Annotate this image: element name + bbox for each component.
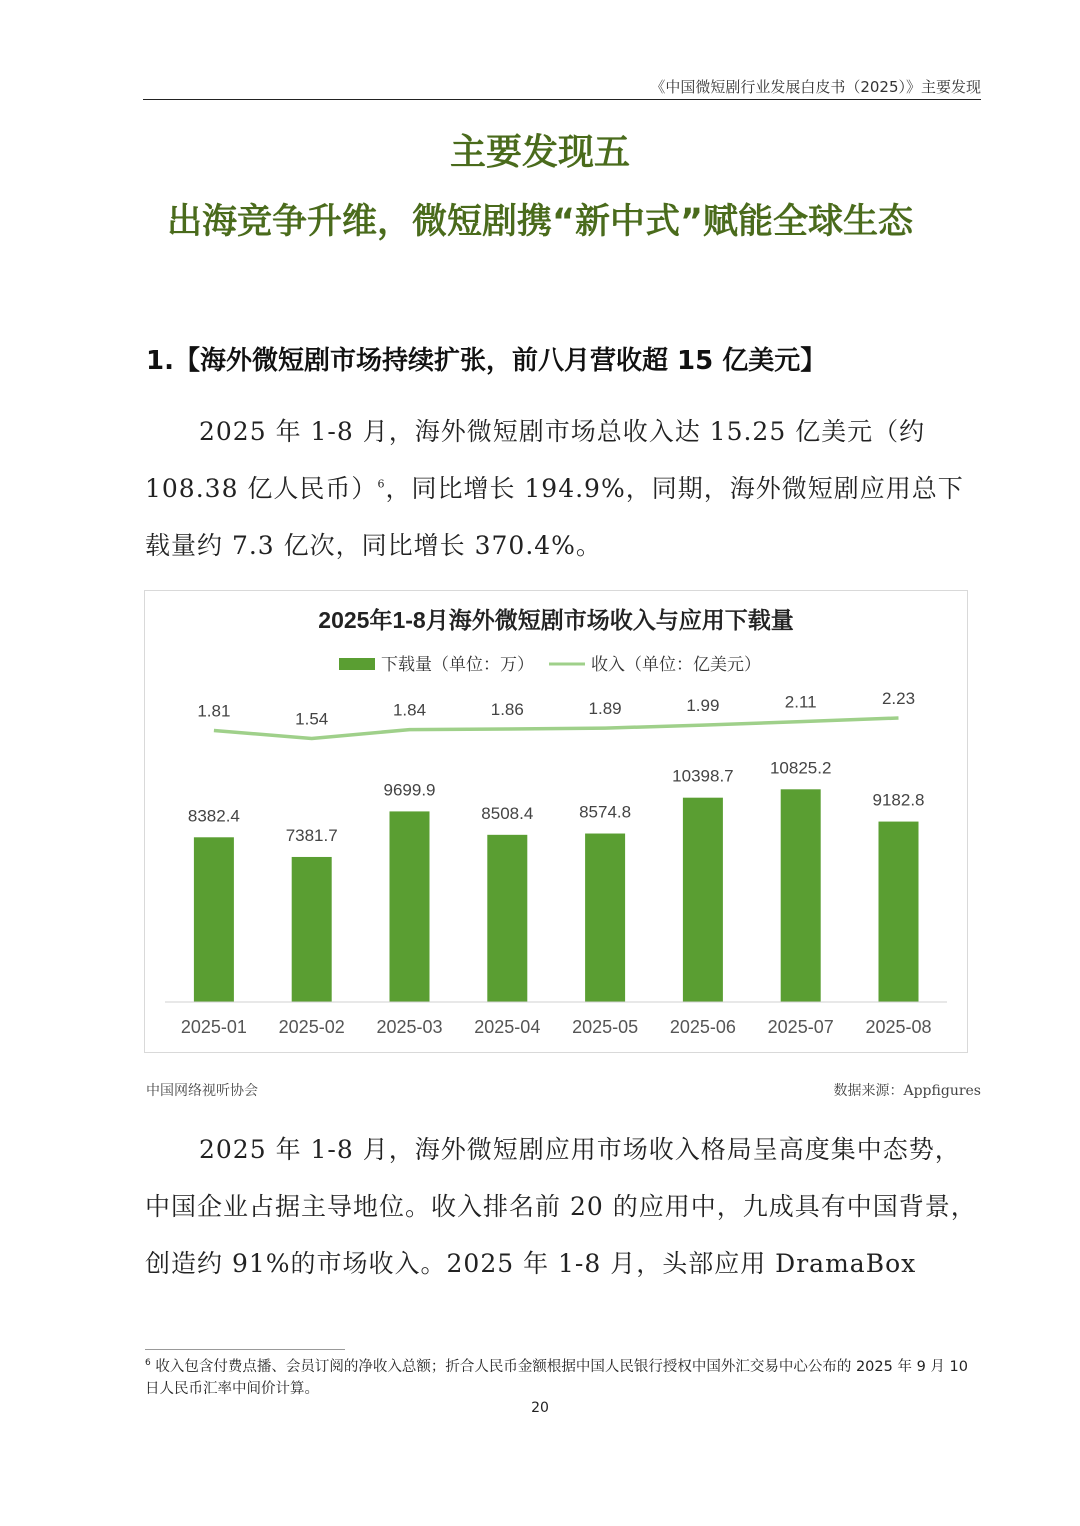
finding-subtitle: 出海竞争升维，微短剧携“新中式”赋能全球生态 <box>166 202 913 242</box>
download-bar <box>194 837 234 1002</box>
legend-swatch-downloads <box>339 658 375 670</box>
revenue-point-label: 1.84 <box>392 700 427 720</box>
download-bar-label: 8382.4 <box>187 806 240 826</box>
download-bar <box>292 857 332 1002</box>
revenue-download-chart <box>145 591 967 1052</box>
x-tick-label: 2025-04 <box>474 1017 541 1037</box>
x-tick-label: 2025-07 <box>767 1017 834 1037</box>
header-divider <box>143 99 981 100</box>
download-bar <box>879 822 919 1002</box>
section-heading: 1.【海外微短剧市场持续扩张，前八月营收超 15 亿美元】 <box>146 346 827 376</box>
x-tick-label: 2025-02 <box>278 1017 345 1037</box>
download-bar <box>781 789 821 1002</box>
x-tick-label: 2025-06 <box>669 1017 736 1037</box>
legend-label-revenue: 收入（单位：亿美元） <box>591 655 761 674</box>
revenue-point-label: 1.81 <box>197 701 231 721</box>
page-number: 20 <box>531 1400 549 1416</box>
data-source: 数据来源：Appfigures <box>833 1083 981 1099</box>
paragraph-text: 2025 年 1-8 月，海外微短剧应用市场收入格局呈高度集中态势，中国企业占据主导地位。收入排名前 20 的应用中，九成具有中国背景，创造约 91%的市场收入。2025 年 1-8 月，头部应用 DramaBox <box>145 1135 977 1278</box>
download-bar-label: 8508.4 <box>481 803 534 823</box>
running-header: 《中国微短剧行业发展白皮书（2025）》主要发现 <box>650 78 981 96</box>
chart-container <box>144 590 968 1053</box>
x-tick-label: 2025-05 <box>572 1017 639 1037</box>
x-tick-label: 2025-08 <box>865 1017 932 1037</box>
download-bar <box>585 834 625 1002</box>
download-bar-label: 9699.9 <box>383 780 436 800</box>
download-bar-label: 10398.7 <box>672 766 734 786</box>
footnote-text: 收入包含付费点播、会员订阅的净收入总额；折合人民币金额根据中国人民银行授权中国外汇交易中心公布的 2025 年 9 月 10 日人民币汇率中间价计算。 <box>145 1359 968 1397</box>
revenue-point-label: 1.86 <box>490 699 524 719</box>
finding-title: 主要发现五 <box>449 132 630 173</box>
legend-label-downloads: 下载量（单位：万） <box>381 655 534 674</box>
revenue-point-label: 1.54 <box>295 709 329 729</box>
paragraph-text-b: ，同比增长 194.9%，同期，海外微短剧应用总下载量约 7.3 亿次，同比增长 370.4%。 <box>145 474 964 560</box>
footnote-marker: 6 <box>145 1358 151 1369</box>
paragraph-text-a: 2025 年 1-8 月，海外微短剧市场总收入达 15.25 亿美元（约 108.38 亿人民币） <box>145 417 926 503</box>
download-bar <box>390 811 430 1002</box>
chart-title: 2025年1-8月海外微短剧市场收入与应用下载量 <box>318 607 794 633</box>
chart-legend <box>339 655 761 674</box>
x-tick-label: 2025-01 <box>180 1017 247 1037</box>
download-bar-label: 7381.7 <box>285 825 338 845</box>
download-bar-layer <box>188 758 925 1002</box>
download-bar <box>683 798 723 1002</box>
revenue-line-layer <box>197 689 915 739</box>
download-bar <box>487 835 527 1002</box>
x-tick-layer <box>181 1017 932 1037</box>
paragraph-market-revenue <box>145 403 981 574</box>
download-bar-label: 10825.2 <box>769 758 832 778</box>
footnote-reference[interactable]: 6 <box>377 477 386 491</box>
revenue-point-label: 2.11 <box>784 692 817 712</box>
footnote <box>145 1356 981 1400</box>
paragraph-market-structure <box>145 1121 981 1292</box>
download-bar-label: 9182.8 <box>872 790 925 810</box>
revenue-point-label: 2.23 <box>881 689 916 708</box>
footnote-divider <box>145 1349 345 1350</box>
revenue-point-label: 1.99 <box>686 696 720 716</box>
x-tick-label: 2025-03 <box>376 1017 443 1037</box>
publisher-credit: 中国网络视听协会 <box>146 1083 258 1099</box>
download-bar-label: 8574.8 <box>579 802 632 822</box>
revenue-point-label: 1.89 <box>588 699 622 719</box>
